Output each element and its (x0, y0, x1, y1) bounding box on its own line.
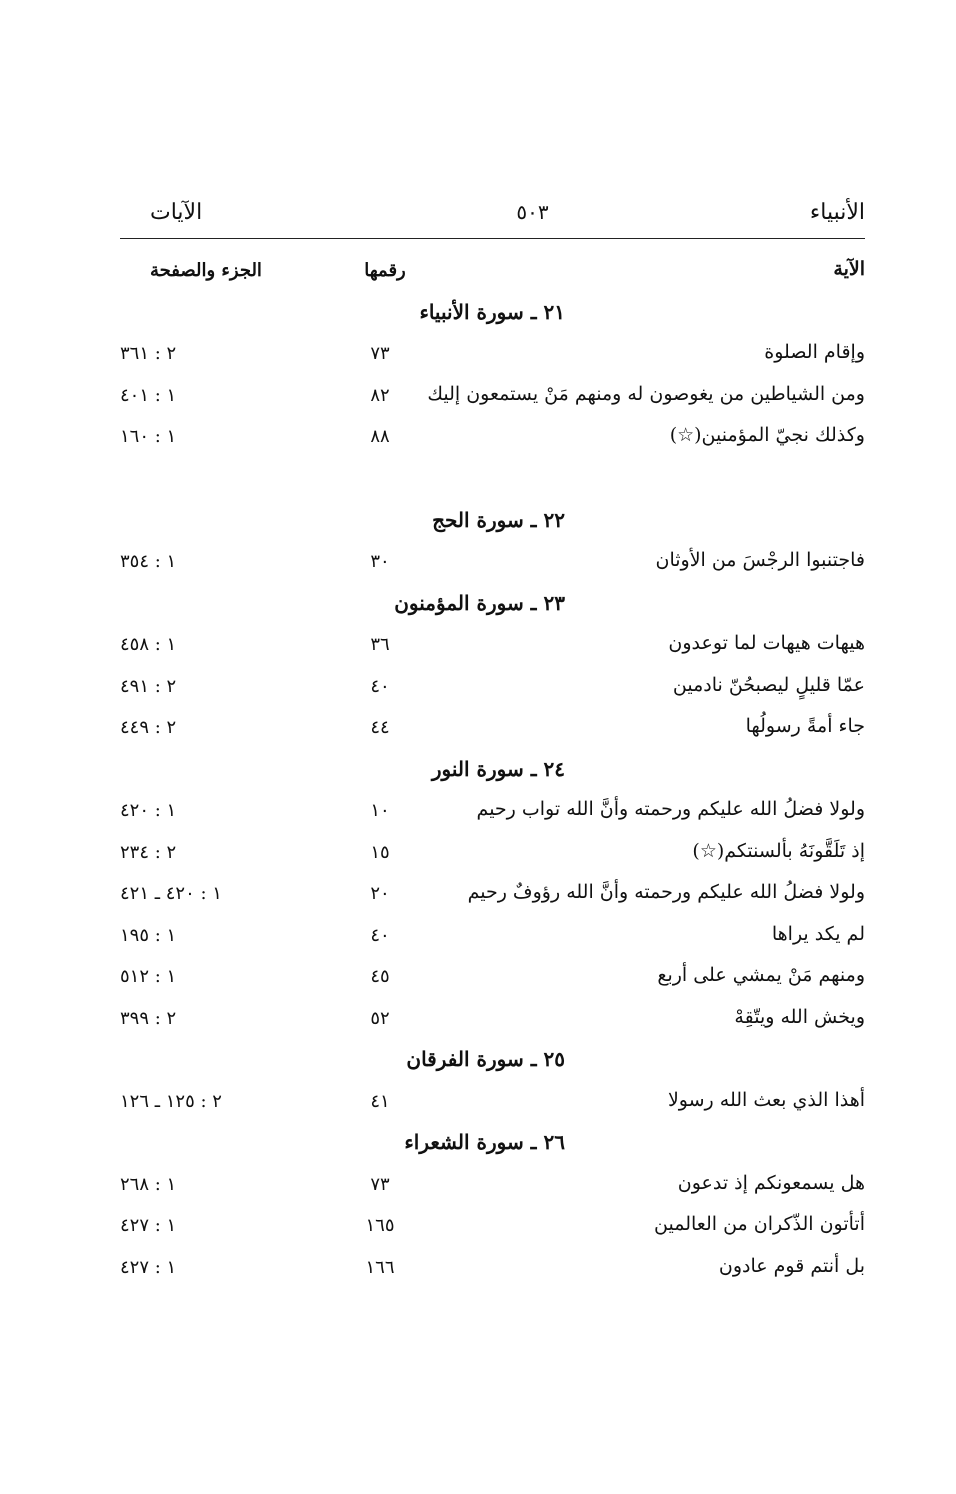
index-row (120, 1083, 865, 1125)
verse-number: ٤٠ (370, 924, 390, 946)
surah-heading (120, 1124, 865, 1166)
index-row (120, 1000, 865, 1042)
verse-number: ٣٠ (370, 551, 390, 572)
verse-number: ١٥ (370, 841, 390, 863)
column-header-number: رقمها (364, 260, 406, 281)
verse-text: ومن الشياطين من يغوصون له ومنهم مَنْ يستمعون إليك (427, 382, 865, 405)
verse-text: ومنهم مَنْ يمشي على أربع (657, 964, 865, 986)
verse-text: ويخش الله ويتّقِهْ (734, 1005, 865, 1028)
index-row (120, 1249, 865, 1291)
header-chapter-title: الأنبياء (809, 200, 865, 225)
verse-number: ١٦٦ (365, 1256, 395, 1278)
column-header-verse: الآية (833, 258, 865, 280)
verse-index (120, 252, 865, 1290)
verse-text: لم يكد يراها (771, 922, 865, 945)
running-header (120, 200, 865, 236)
volume-page-ref: ١ : ٣٥٤ (120, 551, 177, 572)
volume-page-ref: ٢ : ٤٩١ (120, 675, 177, 697)
verse-text: بل أنتم قوم عادون (718, 1254, 865, 1277)
index-row (120, 418, 865, 460)
index-row (120, 834, 865, 876)
verse-text: ولولا فضلُ الله عليكم ورحمته وأنَّ الله رؤوفٌ رحيم (467, 881, 865, 903)
index-row (120, 875, 865, 917)
surah-title: ٢٣ ـ سورة المؤمنون (394, 590, 565, 615)
verse-number: ٨٨ (370, 426, 390, 447)
verse-text: أتأتون الذّكران من العالمين (654, 1213, 865, 1235)
surah-title: ٢١ ـ سورة الأنبياء (419, 299, 565, 324)
surah-heading (120, 502, 865, 544)
index-row (120, 377, 865, 419)
surah-title: ٢٥ ـ سورة الفرقان (406, 1047, 565, 1071)
verse-number: ٥٢ (370, 1007, 390, 1029)
column-headers (120, 252, 865, 294)
page-number: ٥٠٣ (516, 200, 549, 224)
column-header-reference: الجزء والصفحة (150, 260, 262, 281)
volume-page-ref: ١ : ٤٢٧ (120, 1215, 177, 1236)
volume-page-ref: ٢ : ٣٦١ (120, 343, 177, 364)
index-row (120, 792, 865, 834)
volume-page-ref: ١ : ٤٥٨ (120, 634, 177, 655)
verse-text: وإقام الصلوة (764, 341, 865, 363)
volume-page-ref: ١ : ١٦٠ (120, 426, 177, 447)
volume-page-ref: ١ : ٤٢٧ (120, 1256, 177, 1278)
verse-number: ٢٠ (370, 883, 390, 904)
verse-text: هيهات هيهات لما توعدون (668, 632, 865, 654)
verse-text: هل يسمعونكم إذ تدعون (677, 1171, 865, 1194)
index-row (120, 917, 865, 959)
index-row (120, 668, 865, 710)
section-gap (120, 460, 865, 502)
verse-number: ٣٦ (370, 634, 390, 655)
index-row (120, 958, 865, 1000)
index-row (120, 709, 865, 751)
verse-text: ولولا فضلُ الله عليكم ورحمته وأنَّ الله تواب رحيم (476, 798, 865, 820)
volume-page-ref: ١ : ٤٢٠ (120, 800, 177, 821)
volume-page-ref: ١ : ١٩٥ (120, 924, 177, 946)
header-index-title: الآيات (150, 200, 203, 225)
volume-page-ref: ٢ : ٢٣٤ (120, 841, 177, 863)
surah-title: ٢٢ ـ سورة الحج (432, 507, 565, 532)
volume-page-ref: ١ : ٤٢٠ ـ ٤٢١ (120, 883, 222, 904)
surah-heading (120, 751, 865, 793)
index-row (120, 626, 865, 668)
verse-text: وكذلك نجيّ المؤمنين(☆) (669, 424, 865, 446)
volume-page-ref: ٢ : ١٢٥ ـ ١٢٦ (120, 1090, 222, 1112)
verse-number: ٤٤ (370, 717, 390, 738)
volume-page-ref: ١ : ٤٠١ (120, 384, 177, 406)
verse-number: ٨٢ (370, 384, 390, 406)
surah-title: ٢٤ ـ سورة النور (431, 756, 565, 781)
verse-number: ٧٣ (370, 343, 390, 364)
volume-page-ref: ١ : ٥١٢ (120, 966, 177, 987)
volume-page-ref: ٢ : ٤٤٩ (120, 717, 177, 738)
verse-number: ٤٠ (370, 675, 390, 697)
verse-number: ٤١ (370, 1090, 390, 1112)
verse-text: جاء أمةً رسولُها (745, 715, 865, 737)
verse-text: إذ تَلَقَّونَهُ بألسنتكم(☆) (692, 839, 865, 862)
index-row (120, 1166, 865, 1208)
verse-number: ٤٥ (370, 966, 390, 987)
index-row (120, 335, 865, 377)
header-rule (120, 238, 865, 239)
verse-text: فاجتنبوا الرجْسَ من الأوثان (655, 549, 865, 571)
surah-heading (120, 585, 865, 627)
surah-heading (120, 1041, 865, 1083)
verse-number: ١٠ (370, 800, 390, 821)
index-row (120, 1207, 865, 1249)
verse-number: ٧٣ (370, 1173, 390, 1195)
volume-page-ref: ١ : ٢٦٨ (120, 1173, 177, 1195)
surah-title: ٢٦ ـ سورة الشعراء (404, 1130, 565, 1154)
index-row (120, 543, 865, 585)
verse-text: أهذا الذي بعث الله رسولا (667, 1088, 865, 1111)
surah-heading (120, 294, 865, 336)
verse-number: ١٦٥ (365, 1215, 395, 1236)
verse-text: عمّا قليلٍ ليصبحُنّ نادمين (672, 673, 865, 696)
volume-page-ref: ٢ : ٣٩٩ (120, 1007, 177, 1029)
